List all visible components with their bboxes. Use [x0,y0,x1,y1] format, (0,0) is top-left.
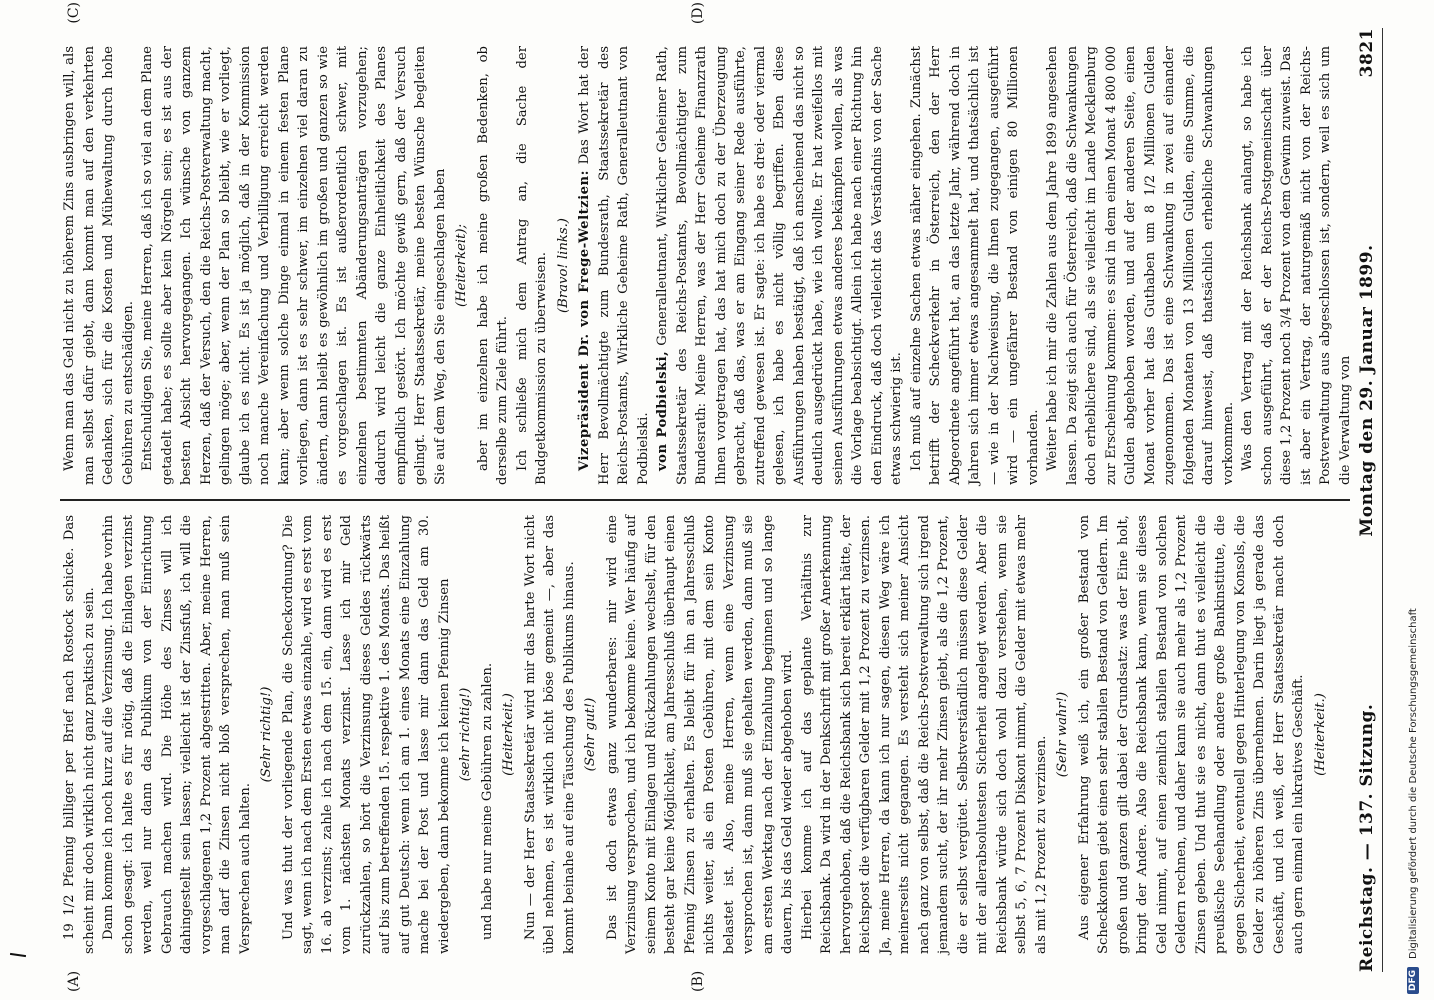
digitization-footer [1398,0,1428,1000]
paragraph: Dann komme ich noch kurz auf die Verzinsung. Ich habe vorhin schon gesagt: ich halte es für nötig, daß die Einlagen verzinst werden, weil nur dann das Publikum von der Einrichtung Gebrauch machen wird. Die Höhe des Zinses will ich dahingestellt sein lassen; vielleicht ist der Zinsfuß, ich will die vorgeschlagenen 1,2 Prozent abgestritten. Aber, meine Herren, man darf die Zinsen nicht bloß versprechen, man muß sein Versprechen auch halten. [101,515,253,954]
paragraph: Nun — der Herr Staatssekretär wird mir das harte Wort nicht übel nehmen, es ist wirklich nicht böse gemeint —, aber das kommt beinahe auf eine Täuschung des Publikums hinaus. [522,515,577,954]
running-header [1352,28,1382,972]
margin-marker-b: (B) [690,970,706,992]
interjection: (Heiterkeit.) [501,693,516,776]
paragraph: Was den Vertrag mit der Reichsbank anlangt, so habe ich schon ausgeführt, daß er der Reichs-Postgemeinschaft über diese 1,2 Prozent noch 3/4 Prozent von dem Gewinn zuweist. Das ist aber ein Vertrag, der naturgemäß nicht von der Reichs-Postverwaltung aus abgeschlossen ist, sondern, weil es sich um die Verwaltung von [1240,46,1353,485]
left-column [60,501,1350,968]
paragraph: Wenn man das Geld nicht zu höherem Zins ausbringen will, als man selbst dafür giebt, dann kommt man auf den verkehrten Gedanken, sich für die Kosten und Mühewaltung durch hohe Gebühren zu entschädigen. [62,46,136,485]
paragraph: aber im einzelnen habe ich meine großen Bedenken, ob derselbe zum Ziele führt. [475,46,510,485]
paragraph: Ich schließe mich dem Antrag an, die Sache der Budgetkommission zu überweisen. [514,46,549,485]
paragraph: Entschuldigen Sie, meine Herren, daß ich so viel an dem Plane getadelt habe; es sollte aber kein Nörgeln sein; es ist aus der besten Absicht hervorgegangen. Ich wünsche von ganzem Herzen, daß der Versuch, den die Reichs-Postverwaltung macht, gelingen möge; aber, wenn der Plan so bleibt, wie er vorliegt, glaube ich es nicht. Es ist ja möglich, daß in der Kommission noch manche Vereinfachung und Verbilligung erreicht werden kann; aber wenn solche Dinge einmal in einem festen Plane vorliegen, dann ist es sehr schwer, im einzelnen viel daran zu ändern, dann bleibt es gewöhnlich im großen und ganzen so wie es vorgeschlagen ist. Es ist außerordentlich schwer, mit einzelnen bestimmten Abänderungsanträgen vorzugehen; dadurch wird leicht die ganze Einheitlichkeit des Planes empfindlich gestört. Ich möchte gewiß gern, daß der Versuch gelingt. Herr Staatssekretär, meine besten Wünsche begleiten Sie auf dem Weg, den Sie eingeschlagen haben [140,46,448,485]
paragraph: Ich muß auf einzelne Sachen etwas näher eingehen. Zunächst betrifft der Scheckverkehr in Österreich, den der Herr Abgeordnete angeführt hat, an das letzte Jahr, während doch in Jahren sich immer etwas angesammelt hat, und thatsächlich ist — wie in der Nachweisung, die Ihnen zugegangen, ausgeführt wird — ein ungefährer Bestand von einigen 80 Millionen vorhanden. [908,46,1041,485]
interjection: (Sehr richtig!) [259,686,274,783]
paragraph: Hierbei komme ich auf das geplante Verhältnis zur Reichsbank. Da wird in der Denkschrift mit großer Anerkennung hervorgehoben, daß die Reichsbank sich bereit erklärt hätte, der Reichspost die verfügbaren Gelder mit 1,2 Prozent zu verzinsen. Ja, meine Herren, da kann ich nur sagen, diesen Weg wäre ich meinerseits nicht gegangen. Es versteht sich meiner Ansicht nach ganz von selbst, daß die Reichs-Postverwaltung sich irgend jemandem sucht, der ihr mehr Zinsen giebt, als die 1,2 Prozent, die er selbst vergütet. Selbstverständlich müssen diese Gelder mit der allerabsolutesten Sicherheit angelegt werden. Aber die Reichsbank würde sich doch wohl dazu verstehen, wenn sie selbst 5, 6, 7 Prozent Diskont nimmt, die Gelder mit etwas mehr als mit 1,2 Prozent zu verzinsen. [799,515,1049,954]
interjection: (Heiterkeit); [454,224,469,307]
right-column [60,32,1353,499]
paragraph: 19 1/2 Pfennig billiger per Brief nach Rostock schicke. Das scheint mir doch wirklich nicht ganz praktisch zu sein. [62,515,97,954]
margin-marker-a: (A) [66,970,82,992]
interjection: (sehr richtig!) [458,687,473,782]
speech-text: Generalleutnant, Wirklicher Geheimer Rath, Staatssekretär des Reichs-Postamts, Bevollmächtigter zum Bundesrath: Meine Herren, was der Herr Geheime Finanzrath Ihnen vorgetragen hat, das hat mich doch zu der Überzeugung gebracht, daß das, was er am Eingang seiner Rede ausführte, zutreffend gewesen ist. Er sagte: ich habe es drei- oder viermal gelesen, ich habe es nicht völlig begriffen. Eben diese Ausführungen haben bestätigt, daß ich anscheinend das nicht so deutlich ausgedrückt habe, wie ich wollte. Er hat zweifellos mit seinen Ausführungen etwas anderes bekämpfen wollen, als was die Vorlage beabsichtigt. Allein ich habe nach einer Richtung hin den Eindruck, daß doch vielleicht das Verständnis von der Sache etwas schwierig ist. [655,46,904,485]
speaker-name: Vizepräsident Dr. von Frege-Weltzien: [577,169,592,471]
speaker-name: von Podbielski, [655,350,670,471]
paragraph: Das ist doch etwas ganz wunderbares: mir wird eine Verzinsung versprochen, und ich bekomme keine. Wer häufig auf seinem Konto mit Einlagen und Rückzahlungen wechselt, für den besteht gar keine Möglichkeit, am Jahresschluß überhaupt einen Pfennig Zinsen zu erhalten. Es bleibt für ihn an Jahresschluß nichts weiter, als ein Posten Gebühren, mit dem sein Konto belastet ist. Also, meine Herren, wenn eine Verzinsung versprochen ist, dann muß sie gehalten werden, dann muß sie am ersten Werktag nach der Einzahlung beginnen und so lange dauern, bis das Geld wieder abgehoben wird. [604,515,795,954]
paragraph: Und was thut der vorliegende Plan, die Scheckordnung? Die sagt, wenn ich nach dem Ersten etwas einzahle, wird es erst vom 16. ab verzinst; zahle ich nach dem 15. ein, dann wird es erst vom 1. nächsten Monats verzinst. Lasse ich mir Geld zurückzahlen, so hört die Verzinsung dieses Geldes rückwärts auf bis zum betreffenden 15. respektive 1. des Monats. Das heißt auf gut Deutsch: wenn ich am 1. eines Monats eine Einzahlung mache bei der Post und lasse mir dann das Geld am 30. wiedergeben, dann bekomme ich keinen Pfennig Zinsen [280,515,452,954]
column-divider [60,499,1350,501]
interjection: (Bravo! links.) [555,218,571,313]
page-number: 3821 [1357,28,1377,78]
dfg-logo-icon: DFG [1407,967,1419,994]
margin-marker-c: (C) [66,2,82,24]
paragraph: Weiter habe ich mir die Zahlen aus dem Jahre 1899 angesehen lassen. Da zeigt sich auch für Österreich, daß die Schwankungen doch erheblichere sind, als sie vielleicht im Lande Mecklenburg zur Erscheinung kommen: es sind in dem einen Monat 4 800 000 Gulden abgehoben worden, und auf der anderen Seite, einen Monat vorher hat das Guthaben um 8 1/2 Millionen Gulden zugenommen. Das ist eine Schwankung in zwei auf einander folgenden Monaten von 13 Millionen Gulden, eine Summe, die darauf hinweist, daß thatsächlich erhebliche Schwankungen vorkommen. [1045,46,1236,485]
header-left: Reichstag. — 137. Sitzung. [1357,703,1377,972]
text-columns [60,32,1353,968]
footer-text: Digitalisierung gefördert durch die Deutsche Forschungsgemeinschaft [1407,608,1419,959]
header-center: Montag den 29. Januar 1899. [1357,244,1377,537]
paragraph [575,46,653,485]
paragraph: und habe nur meine Gebühren zu zahlen. [479,662,495,940]
paragraph: Aus eigener Erfahrung weiß ich, ein großer Bestand von Scheckkonten giebt einen sehr stabilen Bestand von Geldern. Im großen und ganzen gilt dabei der Grundsatz: was der Eine holt, bringt der Andere. Also die Reichsbank kann, wenn sie dieses Geld nimmt, auf einen ziemlich stabilen Bestand von solchen Geldern rechnen, und daher kann sie auch mehr als 1,2 Prozent Zinsen geben. Und thut sie es nicht, dann thut es vielleicht die preußische Seehandlung oder andere große Bankinstitute, die gegen Sicherheit, eventuell gegen Hinterlegung von Konsols, die Gelder zu höheren Zins übernehmen. Darin liegt ja gerade das Geschäft, und ich weiß, der Herr Staatssekretär macht doch auch gern einmal ein lukratives Geschäft. [1076,515,1306,954]
interjection: (Sehr wahr!) [1055,691,1070,778]
header-rule [1382,28,1383,972]
margin-marker-d: (D) [690,2,706,25]
interjection: (Heiterkeit.) [1312,693,1328,776]
speech-text: Das Wort hat der Herr Bevollmächtigte zum Bundesrath, Staatssekretär des Reichs-Postamts, Wirkliche Geheime Rath, Generalleutnant von Podbielski. [577,46,651,485]
margin-mark [10,953,26,957]
paragraph [653,46,907,485]
interjection: (Sehr gut!) [583,697,598,772]
